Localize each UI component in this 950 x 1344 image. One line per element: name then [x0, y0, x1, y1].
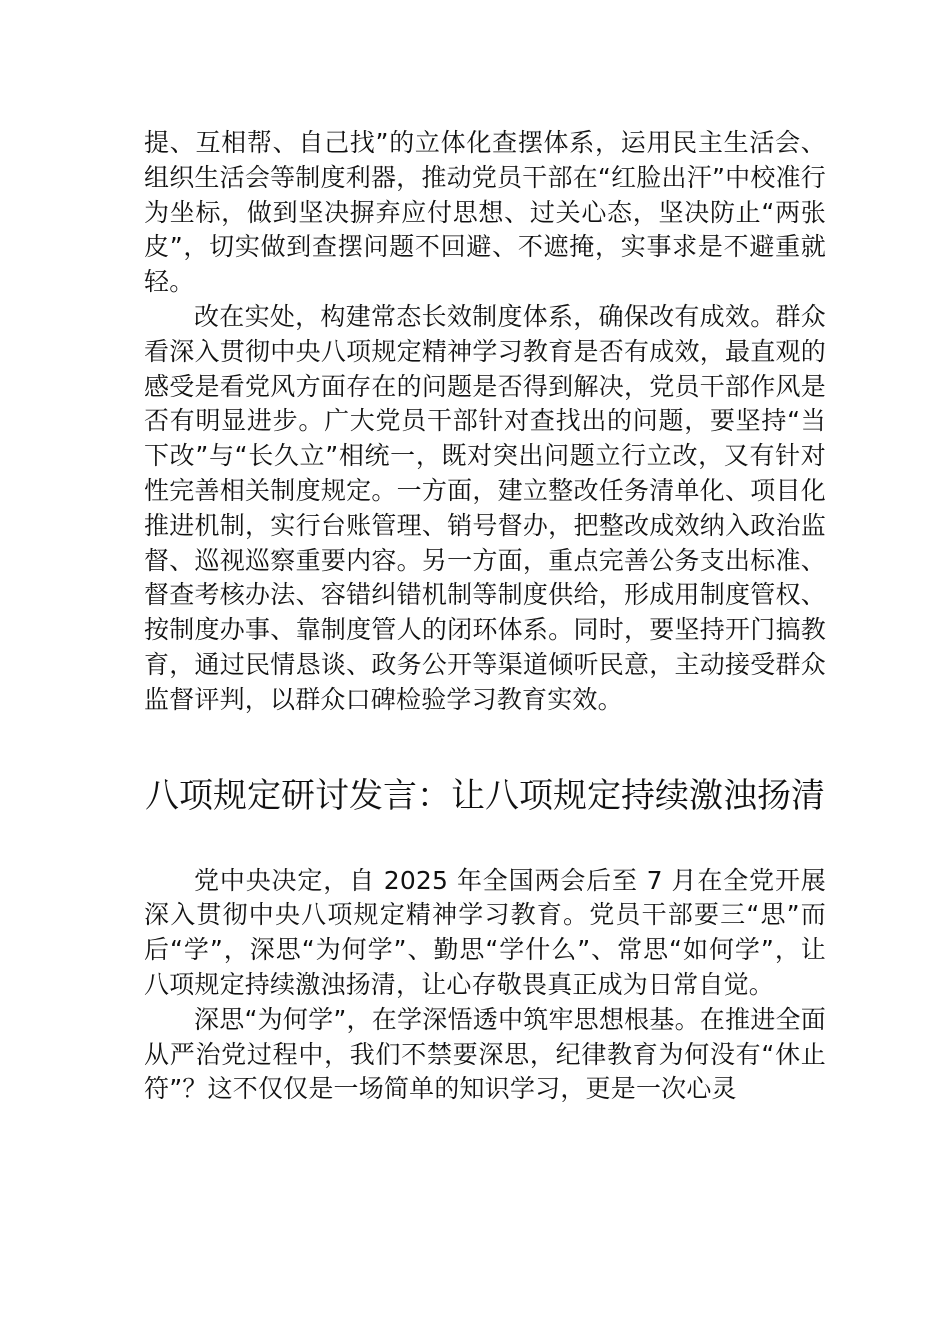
article-title: 八项规定研讨发言：让八项规定持续激浊扬清 — [145, 775, 825, 816]
body-paragraph: 提、互相帮、自己找”的立体化查摆体系，运用民主生活会、组织生活会等制度利器，推动党员干部在“红脸出汗”中校准行为坐标，做到坚决摒弃应付思想、过关心态，坚决防止“两张皮”，切实做到查摆问题不回避、不遮掩，实事求是不避重就轻。 — [144, 128, 826, 297]
body-paragraph: 改在实处，构建常态长效制度体系，确保改有成效。群众看深入贯彻中央八项规定精神学习教育是否有成效，最直观的感受是看党风方面存在的问题是否得到解决，党员干部作风是否有明显进步。广大党员干部针对查找出的问题，要坚持“当下改”与“长久立”相统一，既对突出问题立行立改，又有针对性完善相关制度规定。一方面，建立整改任务清单化、项目化推进机制，实行台账管理、销号督办，把整改成效纳入政治监督、巡视巡察重要内容。另一方面，重点完善公务支出标准、督查考核办法、容错纠错机制等制度供给，形成用制度管权、按制度办事、靠制度管人的闭环体系。同时，要坚持开门搞教育，通过民情恳谈、政务公开等渠道倾听民意，主动接受群众监督评判，以群众口碑检验学习教育实效。 — [144, 301, 826, 714]
body-paragraph: 深思“为何学”，在学深悟透中筑牢思想根基。在推进全面从严治党过程中，我们不禁要深思，纪律教育为何没有“休止符”？这不仅仅是一场简单的知识学习，更是一次心灵 — [144, 1004, 826, 1104]
document-page — [144, 126, 826, 1107]
body-paragraph: 党中央决定，自 2025 年全国两会后至 7 月在全党开展深入贯彻中央八项规定精神学习教育。党员干部要三“思”而后“学”，深思“为何学”、勤思“学什么”、常思“如何学”，让八项规定持续激浊扬清，让心存敬畏真正成为日常自觉。 — [144, 865, 826, 999]
spacer — [144, 834, 826, 864]
spacer — [144, 718, 826, 758]
